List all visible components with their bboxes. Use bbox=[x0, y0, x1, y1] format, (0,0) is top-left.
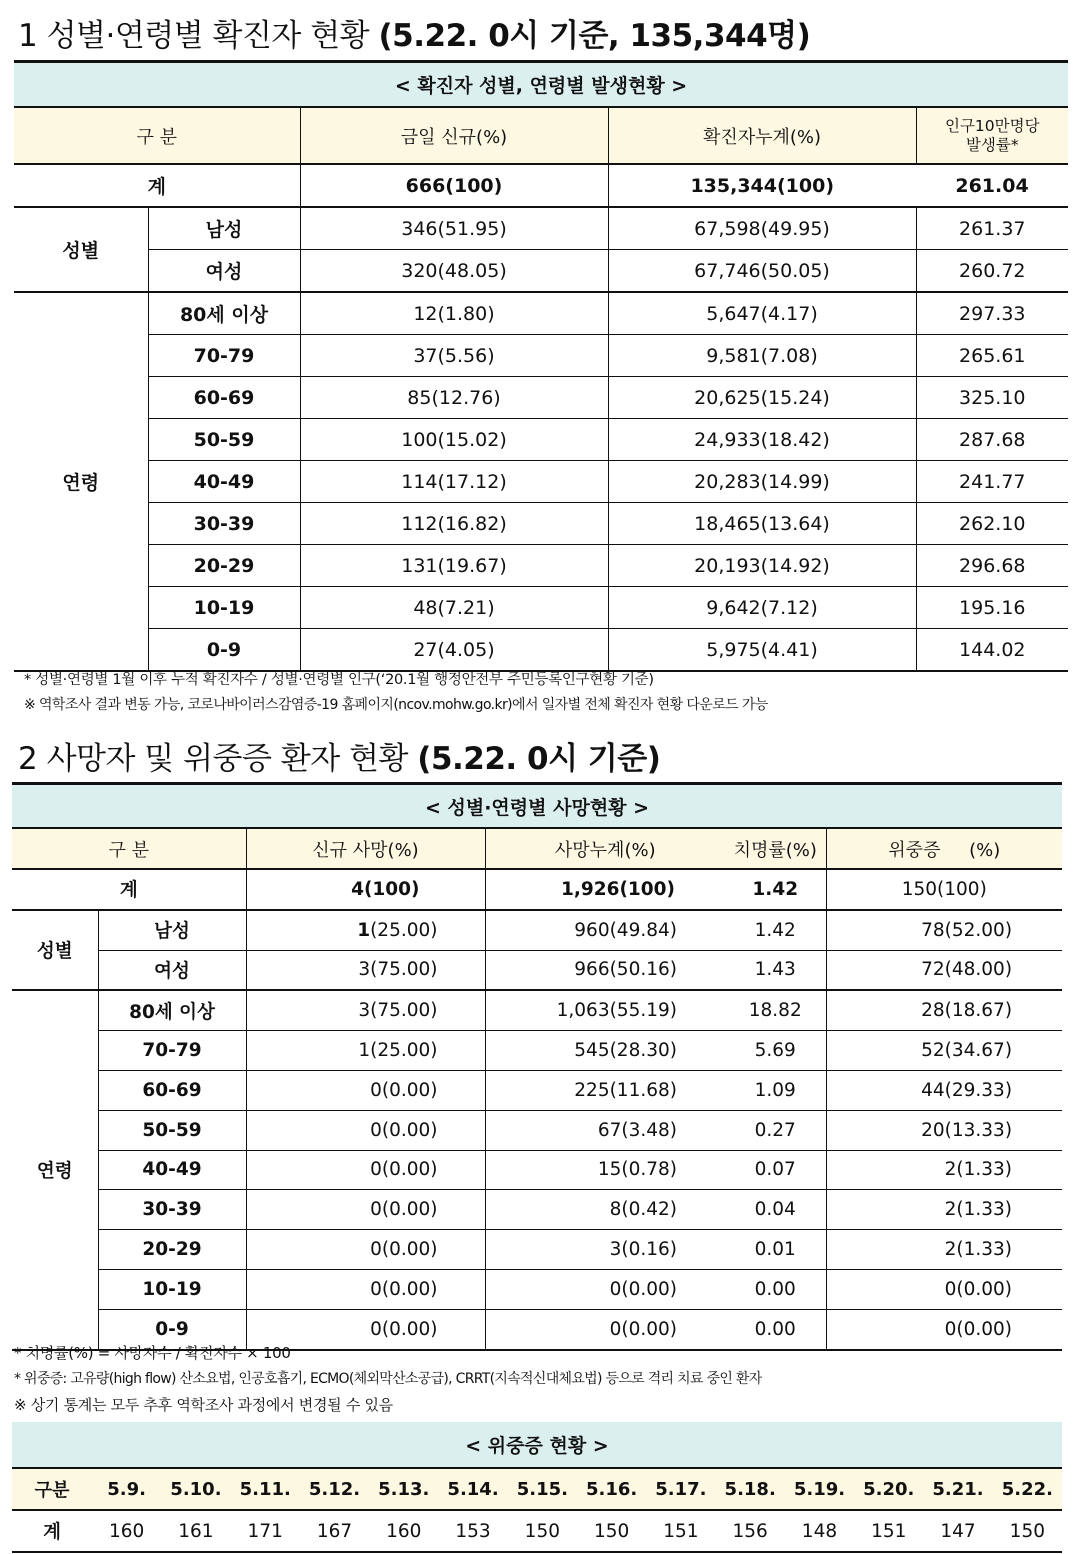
table-row bbox=[14, 292, 1068, 335]
rate-header-line1: 인구10만명당 bbox=[944, 116, 1040, 135]
deaths-table bbox=[12, 782, 1062, 1351]
total-new: 4(100) bbox=[246, 869, 485, 910]
new-cases: 37(5.56) bbox=[300, 335, 608, 377]
fatality-rate: 1.42 bbox=[725, 910, 826, 950]
row-label: 0-9 bbox=[148, 629, 300, 672]
date-header: 5.17. bbox=[646, 1468, 715, 1510]
row-label: 여성 bbox=[148, 250, 300, 293]
severe-count: 160 bbox=[369, 1510, 438, 1552]
incidence-rate: 325.10 bbox=[916, 377, 1068, 419]
fatality-rate: 0.00 bbox=[725, 1309, 826, 1349]
fatality-rate: 0.04 bbox=[725, 1190, 826, 1230]
new-cases: 346(51.95) bbox=[300, 207, 608, 250]
note-1: * 성별·연령별 1월 이후 누적 확진자수 / 성별·연령별 인구(‘20.1월 행정안전부 주민등록인구현황 기준) bbox=[24, 672, 654, 688]
column-header-new-deaths: 신규 사망(%) bbox=[246, 828, 485, 869]
cumulative-cases: 24,933(18.42) bbox=[608, 419, 916, 461]
incidence-rate: 296.68 bbox=[916, 545, 1068, 587]
new-cases: 320(48.05) bbox=[300, 250, 608, 293]
date-header: 5.18. bbox=[716, 1468, 785, 1510]
row-label: 80세 이상 bbox=[98, 990, 246, 1030]
column-header-severe: 위중증 (%) bbox=[826, 828, 1062, 869]
new-cases: 131(19.67) bbox=[300, 545, 608, 587]
new-deaths: 0(0.00) bbox=[246, 1230, 485, 1270]
sex-group-label: 성별 bbox=[14, 207, 148, 292]
severe-count: 147 bbox=[923, 1510, 992, 1552]
total-fatality: 1.42 bbox=[725, 869, 826, 910]
row-label: 20-29 bbox=[148, 545, 300, 587]
incidence-rate: 262.10 bbox=[916, 503, 1068, 545]
cumulative-deaths: 225(11.68) bbox=[485, 1070, 725, 1110]
table-row bbox=[14, 207, 1068, 250]
severe-patients: 44(29.33) bbox=[826, 1070, 1062, 1110]
new-cases: 85(12.76) bbox=[300, 377, 608, 419]
severe-count: 156 bbox=[716, 1510, 785, 1552]
severe-count: 167 bbox=[300, 1510, 369, 1552]
cumulative-deaths: 67(3.48) bbox=[485, 1110, 725, 1150]
date-header: 5.12. bbox=[300, 1468, 369, 1510]
total-new: 666(100) bbox=[300, 164, 608, 207]
fatality-rate: 0.27 bbox=[725, 1110, 826, 1150]
cumulative-cases: 18,465(13.64) bbox=[608, 503, 916, 545]
table-row bbox=[12, 950, 1062, 990]
new-deaths: 0(0.00) bbox=[246, 1309, 485, 1349]
table-row bbox=[14, 587, 1068, 629]
row-label: 50-59 bbox=[98, 1110, 246, 1150]
section2-title: 사망자 및 위중증 환자 현황 bbox=[46, 741, 408, 777]
cumulative-cases: 9,581(7.08) bbox=[608, 335, 916, 377]
total-rate: 261.04 bbox=[916, 164, 1068, 207]
fatality-rate: 0.00 bbox=[725, 1269, 826, 1309]
row-label: 20-29 bbox=[98, 1230, 246, 1270]
table-row bbox=[14, 335, 1068, 377]
new-deaths bbox=[246, 910, 485, 950]
severe-patients: 2(1.33) bbox=[826, 1150, 1062, 1190]
incidence-rate: 260.72 bbox=[916, 250, 1068, 293]
date-header: 5.14. bbox=[438, 1468, 507, 1510]
column-header-cumulative-deaths: 사망누계(%) bbox=[485, 828, 725, 869]
row-header-label: 구분 bbox=[12, 1468, 92, 1510]
confirmed-cases-table bbox=[14, 60, 1068, 672]
column-header-new: 금일 신규(%) bbox=[300, 107, 608, 164]
fatality-rate: 0.07 bbox=[725, 1150, 826, 1190]
total-label: 계 bbox=[12, 1510, 92, 1552]
table-row bbox=[14, 461, 1068, 503]
row-label: 남성 bbox=[148, 207, 300, 250]
new-deaths: 0(0.00) bbox=[246, 1269, 485, 1309]
severe-count: 160 bbox=[92, 1510, 161, 1552]
severe-patients: 20(13.33) bbox=[826, 1110, 1062, 1150]
row-label: 50-59 bbox=[148, 419, 300, 461]
cumulative-deaths: 960(49.84) bbox=[485, 910, 725, 950]
sex-group-label: 성별 bbox=[12, 910, 98, 991]
date-header: 5.15. bbox=[508, 1468, 577, 1510]
severe-count: 150 bbox=[993, 1510, 1062, 1552]
row-label: 70-79 bbox=[148, 335, 300, 377]
row-label: 0-9 bbox=[98, 1309, 246, 1349]
cumulative-cases: 67,746(50.05) bbox=[608, 250, 916, 293]
cumulative-deaths: 545(28.30) bbox=[485, 1031, 725, 1071]
section1-number: 1 bbox=[18, 18, 38, 54]
fatality-rate: 18.82 bbox=[725, 990, 826, 1030]
new-deaths: 0(0.00) bbox=[246, 1190, 485, 1230]
new-cases: 48(7.21) bbox=[300, 587, 608, 629]
table-row bbox=[14, 545, 1068, 587]
date-header: 5.13. bbox=[369, 1468, 438, 1510]
table-row bbox=[12, 910, 1062, 950]
section1-heading bbox=[18, 10, 810, 55]
section1-title: 성별·연령별 확진자 현황 bbox=[46, 18, 370, 54]
cumulative-cases: 20,625(15.24) bbox=[608, 377, 916, 419]
severe-trend-table bbox=[12, 1422, 1062, 1553]
date-header: 5.19. bbox=[785, 1468, 854, 1510]
cumulative-deaths: 15(0.78) bbox=[485, 1150, 725, 1190]
table-row bbox=[12, 1070, 1062, 1110]
severe-count: 161 bbox=[161, 1510, 230, 1552]
row-label: 30-39 bbox=[98, 1190, 246, 1230]
severe-count: 151 bbox=[646, 1510, 715, 1552]
total-severe: 150(100) bbox=[826, 869, 1062, 910]
table-row bbox=[12, 1031, 1062, 1071]
age-group-label: 연령 bbox=[14, 292, 148, 671]
new-deaths-rest: 3(75.00) bbox=[358, 959, 438, 981]
row-label: 10-19 bbox=[148, 587, 300, 629]
severe-count: 148 bbox=[785, 1510, 854, 1552]
section1-basis: (5.22. 0시 기준, 135,344명) bbox=[378, 18, 811, 54]
column-header-cumulative: 확진자누계(%) bbox=[608, 107, 916, 164]
date-header: 5.22. bbox=[993, 1468, 1062, 1510]
cumulative-cases: 20,193(14.92) bbox=[608, 545, 916, 587]
severe-patients: 72(48.00) bbox=[826, 950, 1062, 990]
fatality-rate: 1.43 bbox=[725, 950, 826, 990]
incidence-rate: 241.77 bbox=[916, 461, 1068, 503]
rate-header-line2: 발생률* bbox=[965, 135, 1019, 154]
table-row bbox=[14, 419, 1068, 461]
total-cumulative: 1,926(100) bbox=[485, 869, 725, 910]
new-cases: 100(15.02) bbox=[300, 419, 608, 461]
severe-patients: 0(0.00) bbox=[826, 1269, 1062, 1309]
cumulative-deaths: 1,063(55.19) bbox=[485, 990, 725, 1030]
new-deaths-rest: (25.00) bbox=[370, 919, 438, 941]
severe-patients: 2(1.33) bbox=[826, 1190, 1062, 1230]
table-row bbox=[12, 1269, 1062, 1309]
table-row bbox=[12, 1110, 1062, 1150]
cumulative-deaths: 0(0.00) bbox=[485, 1269, 725, 1309]
cumulative-cases: 5,647(4.17) bbox=[608, 292, 916, 335]
table-caption: < 성별·연령별 사망현황 > bbox=[12, 784, 1062, 829]
column-header-fatality: 치명률(%) bbox=[725, 828, 826, 869]
row-label: 80세 이상 bbox=[148, 292, 300, 335]
date-header: 5.20. bbox=[854, 1468, 923, 1510]
severe-patients: 0(0.00) bbox=[826, 1309, 1062, 1349]
table-row bbox=[12, 1190, 1062, 1230]
incidence-rate: 287.68 bbox=[916, 419, 1068, 461]
row-label: 10-19 bbox=[98, 1269, 246, 1309]
row-label: 30-39 bbox=[148, 503, 300, 545]
date-header: 5.21. bbox=[923, 1468, 992, 1510]
cumulative-deaths: 8(0.42) bbox=[485, 1190, 725, 1230]
section2-number: 2 bbox=[18, 741, 38, 777]
new-cases: 114(17.12) bbox=[300, 461, 608, 503]
new-deaths: 1(25.00) bbox=[246, 1031, 485, 1071]
column-header-category: 구 분 bbox=[12, 828, 246, 869]
severe-count: 153 bbox=[438, 1510, 507, 1552]
new-deaths: 0(0.00) bbox=[246, 1150, 485, 1190]
date-header: 5.10. bbox=[161, 1468, 230, 1510]
severe-patients: 28(18.67) bbox=[826, 990, 1062, 1030]
cumulative-deaths: 3(0.16) bbox=[485, 1230, 725, 1270]
total-row bbox=[14, 164, 1068, 207]
severe-patients: 78(52.00) bbox=[826, 910, 1062, 950]
note-4: * 위중증: 고유량(high flow) 산소요법, 인공호흡기, ECMO(체외막산소공급), CRRT(지속적신대체요법) 등으로 격리 치료 중인 환자 bbox=[14, 1371, 762, 1387]
severe-count: 150 bbox=[508, 1510, 577, 1552]
table-row bbox=[14, 377, 1068, 419]
new-deaths: 0(0.00) bbox=[246, 1110, 485, 1150]
incidence-rate: 297.33 bbox=[916, 292, 1068, 335]
date-header: 5.9. bbox=[92, 1468, 161, 1510]
row-label: 40-49 bbox=[98, 1150, 246, 1190]
severe-patients: 52(34.67) bbox=[826, 1031, 1062, 1071]
row-label: 40-49 bbox=[148, 461, 300, 503]
section2-heading bbox=[18, 733, 660, 778]
new-cases: 12(1.80) bbox=[300, 292, 608, 335]
column-header-rate bbox=[916, 107, 1068, 164]
section2-basis: (5.22. 0시 기준) bbox=[417, 741, 661, 777]
table-caption: < 위중증 현황 > bbox=[12, 1422, 1062, 1468]
total-label: 계 bbox=[14, 164, 300, 207]
new-deaths-bold: 1 bbox=[357, 919, 371, 941]
severe-patients: 2(1.33) bbox=[826, 1230, 1062, 1270]
cumulative-deaths: 966(50.16) bbox=[485, 950, 725, 990]
note-3: * 치명률(%) = 사망자수 / 확진자수 × 100 bbox=[14, 1344, 291, 1362]
incidence-rate: 195.16 bbox=[916, 587, 1068, 629]
severe-count: 150 bbox=[577, 1510, 646, 1552]
date-header: 5.16. bbox=[577, 1468, 646, 1510]
table-row bbox=[12, 1150, 1062, 1190]
row-label: 60-69 bbox=[98, 1070, 246, 1110]
total-label: 계 bbox=[12, 869, 246, 910]
row-label: 남성 bbox=[98, 910, 246, 950]
total-cumulative: 135,344(100) bbox=[608, 164, 916, 207]
severe-count: 151 bbox=[854, 1510, 923, 1552]
new-cases: 27(4.05) bbox=[300, 629, 608, 672]
incidence-rate: 265.61 bbox=[916, 335, 1068, 377]
table-caption: < 확진자 성별, 연령별 발생현황 > bbox=[14, 62, 1068, 108]
severe-count: 171 bbox=[231, 1510, 300, 1552]
table-row bbox=[12, 1230, 1062, 1270]
cumulative-cases: 67,598(49.95) bbox=[608, 207, 916, 250]
cumulative-cases: 20,283(14.99) bbox=[608, 461, 916, 503]
cumulative-cases: 9,642(7.12) bbox=[608, 587, 916, 629]
table-row bbox=[14, 629, 1068, 672]
row-label: 여성 bbox=[98, 950, 246, 990]
table-row bbox=[14, 503, 1068, 545]
column-header-category: 구 분 bbox=[14, 107, 300, 164]
fatality-rate: 5.69 bbox=[725, 1031, 826, 1071]
new-deaths: 0(0.00) bbox=[246, 1070, 485, 1110]
table-row bbox=[14, 250, 1068, 293]
note-5: ※ 상기 통계는 모두 추후 역학조사 과정에서 변경될 수 있음 bbox=[14, 1396, 393, 1414]
incidence-rate: 261.37 bbox=[916, 207, 1068, 250]
cumulative-deaths: 0(0.00) bbox=[485, 1309, 725, 1349]
table-row bbox=[12, 990, 1062, 1030]
fatality-rate: 0.01 bbox=[725, 1230, 826, 1270]
row-label: 70-79 bbox=[98, 1031, 246, 1071]
note-2: ※ 역학조사 결과 변동 가능, 코로나바이러스감염증-19 홈페이지(ncov.mohw.go.kr)에서 일자별 전체 확진자 현황 다운로드 가능 bbox=[24, 697, 768, 713]
date-header: 5.11. bbox=[231, 1468, 300, 1510]
total-row bbox=[12, 869, 1062, 910]
age-group-label: 연령 bbox=[12, 990, 98, 1349]
new-deaths: 3(75.00) bbox=[246, 990, 485, 1030]
row-label: 60-69 bbox=[148, 377, 300, 419]
fatality-rate: 1.09 bbox=[725, 1070, 826, 1110]
incidence-rate: 144.02 bbox=[916, 629, 1068, 672]
new-deaths bbox=[246, 950, 485, 990]
cumulative-cases: 5,975(4.41) bbox=[608, 629, 916, 672]
new-cases: 112(16.82) bbox=[300, 503, 608, 545]
